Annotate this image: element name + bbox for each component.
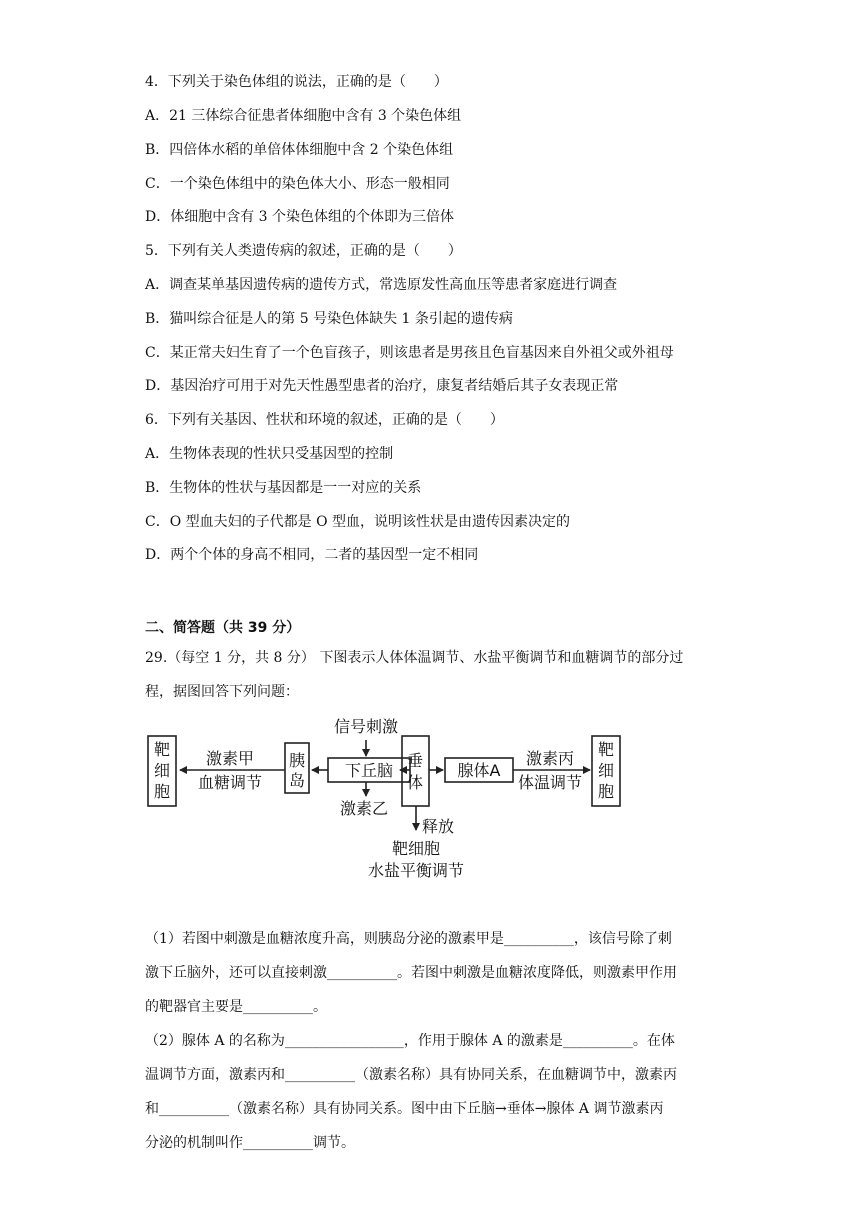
q29-sub2-line-1: （2）腺体 A 的名称为_________________，作用于腺体 A 的激素是__________。在体 xyxy=(145,1033,675,1049)
gland-a-label: 腺体A xyxy=(457,761,501,780)
question-5-option-d: D．基因治疗可用于对先天性愚型患者的治疗，康复者结婚后其子女表现正常 xyxy=(145,378,619,394)
question-5-option-c: C．某正常夫妇生育了一个色盲孩子，则该患者是男孩且色盲基因来自外祖父或外祖母 xyxy=(145,345,674,361)
blood-sugar-label: 血糖调节 xyxy=(197,773,263,792)
water-salt-label: 水盐平衡调节 xyxy=(367,861,465,880)
signal-label: 信号刺激 xyxy=(333,717,399,736)
question-6-option-d: D．两个个体的身高不相同，二者的基因型一定不相同 xyxy=(145,547,479,563)
q29-sub2-line-4: 分泌的机制叫作__________调节。 xyxy=(145,1135,355,1151)
question-5-option-a: A．调查某单基因遗传病的遗传方式，常选原发性高血压等患者家庭进行调查 xyxy=(145,277,618,293)
hypothalamus-label: 下丘脑 xyxy=(344,761,394,780)
pancreas-char-1: 胰 xyxy=(288,751,306,770)
right-target-char-3: 胞 xyxy=(597,782,615,801)
q29-sub1-line-2: 激下丘脑外，还可以直接刺激__________。若图中刺激是血糖浓度降低，则激素甲作用 xyxy=(145,965,677,981)
question-6-option-b: B．生物体的性状与基因都是一一对应的关系 xyxy=(145,480,422,496)
pituitary-char-1: 垂 xyxy=(406,751,424,770)
question-4-option-c: C．一个染色体组中的染色体大小、形态一般相同 xyxy=(145,176,450,192)
hormone-bing-label: 激素丙 xyxy=(525,749,575,768)
question-4-option-b: B．四倍体水稻的单倍体体细胞中含 2 个染色体组 xyxy=(145,142,454,158)
question-4-option-a: A．21 三体综合征患者体细胞中含有 3 个染色体组 xyxy=(145,108,462,124)
q29-intro-line-2: 程，据图回答下列问题： xyxy=(145,684,299,700)
question-6-stem: 6．下列有关基因、性状和环境的叙述，正确的是（ ） xyxy=(145,412,504,428)
left-target-char-2: 细 xyxy=(153,761,171,780)
section-title: 二、简答题（共 39 分） xyxy=(145,620,301,636)
question-4-option-d: D．体细胞中含有 3 个染色体组的个体即为三倍体 xyxy=(145,209,455,225)
question-6-option-a: A．生物体表现的性状只受基因型的控制 xyxy=(145,446,394,462)
pituitary-box xyxy=(402,736,429,806)
left-target-char-3: 胞 xyxy=(153,782,171,801)
q29-sub2-line-2: 温调节方面，激素丙和__________（激素名称）具有协同关系，在血糖调节中，激素丙 xyxy=(145,1067,677,1083)
right-target-char-2: 细 xyxy=(597,761,615,780)
regulation-diagram xyxy=(140,708,640,888)
question-4-stem: 4．下列关于染色体组的说法，正确的是（ ） xyxy=(145,74,448,90)
question-5-stem: 5．下列有关人类遗传病的叙述，正确的是（ ） xyxy=(145,243,462,259)
left-target-char-1: 靶 xyxy=(153,740,171,759)
q29-intro-line-1: 29.（每空 1 分，共 8 分） 下图表示人体体温调节、水盐平衡调节和血糖调节的部分过 xyxy=(145,650,684,666)
question-6-option-c: C．O 型血夫妇的子代都是 O 型血，说明该性状是由遗传因素决定的 xyxy=(145,514,571,530)
release-label: 释放 xyxy=(422,817,455,836)
q29-sub1-line-1: （1）若图中刺激是血糖浓度升高，则胰岛分泌的激素甲是__________，该信号除了刺 xyxy=(145,931,672,947)
question-5-option-b: B．猫叫综合征是人的第 5 号染色体缺失 1 条引起的遗传病 xyxy=(145,311,513,327)
right-target-char-1: 靶 xyxy=(597,740,615,759)
q29-sub1-line-3: 的靶器官主要是__________。 xyxy=(145,999,327,1015)
bottom-target-label: 靶细胞 xyxy=(391,839,441,858)
pituitary-char-2: 体 xyxy=(406,773,424,792)
q29-sub2-line-3: 和__________（激素名称）具有协同关系。图中由下丘脑→垂体→腺体 A 调节激素丙 xyxy=(145,1101,664,1117)
hormone-jia-label: 激素甲 xyxy=(205,749,255,768)
hormone-yi-label: 激素乙 xyxy=(339,799,389,818)
pancreas-char-2: 岛 xyxy=(288,771,306,790)
temperature-label: 体温调节 xyxy=(517,773,583,792)
